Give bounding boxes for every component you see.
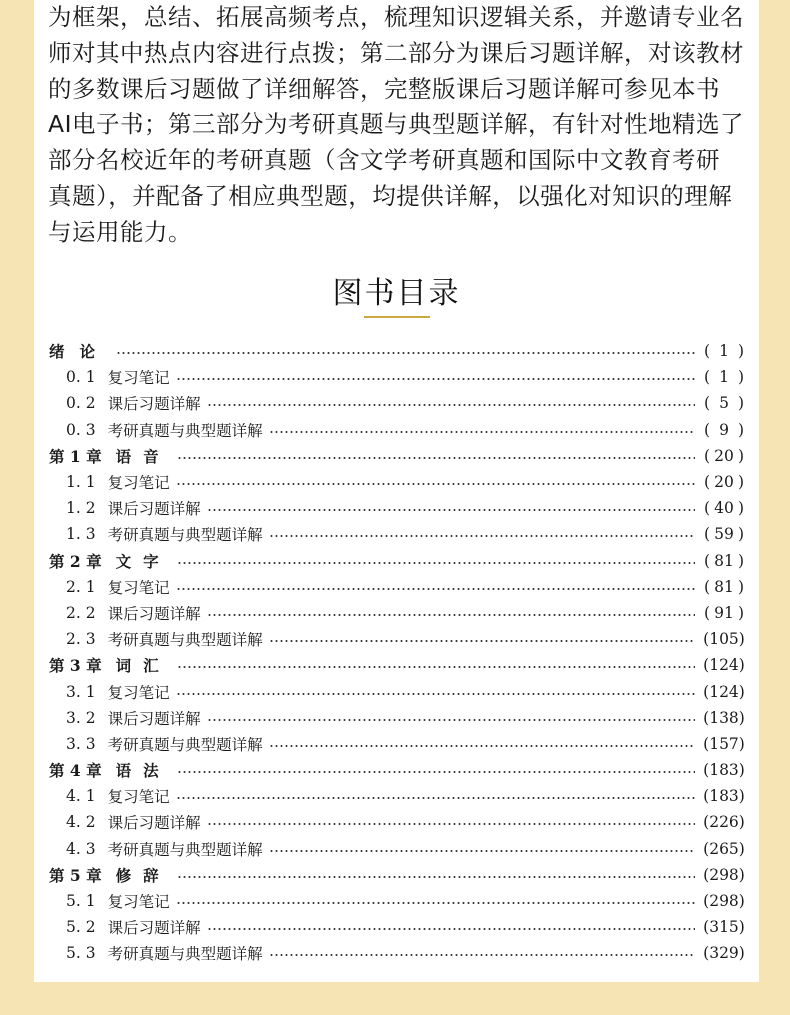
toc-section-row[interactable] — [49, 626, 747, 652]
toc-page-number: ( 9 ) — [703, 420, 745, 439]
page-value: 265 — [709, 839, 739, 858]
intro-line: 真题），并配备了相应典型题，均提供详解，以强化对知识的理解 — [48, 181, 733, 210]
toc-page-number: (298) — [703, 892, 745, 911]
page-value: 20 — [714, 446, 734, 465]
page-value: 138 — [709, 708, 739, 727]
toc-entry-label: 修辞 — [115, 865, 171, 885]
toc-entry-label: 复习笔记 — [107, 893, 170, 912]
toc-entry-number: 0. 2 — [66, 394, 96, 413]
dot-leader — [269, 640, 695, 642]
page-value: 105 — [709, 630, 739, 649]
toc-section-row[interactable] — [49, 364, 747, 390]
dot-leader — [269, 431, 695, 433]
toc-page-number: ( 59 ) — [703, 525, 745, 544]
dot-leader — [269, 745, 695, 747]
toc-entry-number: 3. 1 — [66, 682, 96, 701]
toc-page-number: (124) — [703, 682, 745, 701]
toc-page-number: ( 20 ) — [703, 473, 745, 492]
toc-entry-label: 复习笔记 — [107, 578, 170, 597]
dot-leader — [176, 483, 695, 485]
toc-entry-number: 1. 1 — [66, 473, 96, 492]
page-value: 124 — [709, 682, 739, 701]
dot-leader — [176, 588, 695, 590]
toc-page-number: (157) — [703, 734, 745, 753]
page-value: 59 — [714, 525, 734, 544]
page-value: 81 — [714, 577, 734, 596]
dot-leader — [176, 378, 695, 380]
dot-leader — [207, 509, 695, 511]
toc-page-number: (315) — [703, 918, 745, 937]
toc-page-number: (329) — [703, 944, 745, 963]
toc-page-number: (124) — [703, 656, 745, 675]
toc-page-number: (138) — [703, 708, 745, 727]
toc-entry-number: 2. 2 — [66, 603, 96, 622]
toc-section-row[interactable] — [49, 495, 747, 521]
toc-page-number: (183) — [703, 787, 745, 806]
toc-chapter-row[interactable] — [49, 652, 747, 678]
page-value: 91 — [714, 603, 734, 622]
page-value: 315 — [709, 918, 739, 937]
dot-leader — [269, 535, 695, 537]
toc-entry-number: 4. 3 — [66, 839, 96, 858]
page-value: 298 — [709, 892, 739, 911]
toc-entry-number: 第 5 章 — [49, 865, 102, 885]
page-value: 298 — [709, 865, 739, 884]
page-value: 1 — [719, 342, 729, 361]
toc-entry-number: 第 3 章 — [49, 656, 102, 676]
toc-page-number: ( 1 ) — [703, 368, 745, 387]
toc-entry-label: 课后习题详解 — [107, 919, 201, 938]
toc-section-row[interactable] — [49, 469, 747, 495]
toc-section-row[interactable] — [49, 940, 747, 966]
dot-leader — [269, 850, 695, 852]
toc-page-number: (183) — [703, 761, 745, 780]
page-value: 329 — [709, 944, 739, 963]
toc-section-row[interactable] — [49, 809, 747, 835]
toc-entry-label: 绪论 — [49, 342, 111, 362]
toc-entry-number: 3. 2 — [66, 708, 96, 727]
toc-chapter-row[interactable] — [49, 548, 747, 574]
dot-leader — [176, 902, 695, 904]
toc-entry-number: 0. 3 — [66, 420, 96, 439]
toc-entry-label: 复习笔记 — [107, 369, 170, 388]
dot-leader — [177, 876, 695, 878]
intro-line: 部分名校近年的考研真题（含文学考研真题和国际中文教育考研 — [48, 146, 720, 175]
dot-leader — [207, 719, 695, 721]
dot-leader — [176, 693, 695, 695]
toc-section-row[interactable] — [49, 521, 747, 547]
page-value: 5 — [719, 394, 729, 413]
dot-leader — [207, 404, 695, 406]
toc-entry-label: 课后习题详解 — [107, 395, 201, 414]
page-value: 183 — [709, 761, 739, 780]
intro-line: 的多数课后习题做了详细解答，完整版课后习题详解可参见本书 — [48, 74, 720, 103]
toc-entry-label: 考研真题与典型题详解 — [107, 421, 263, 440]
toc-entry-label: 复习笔记 — [107, 788, 170, 807]
dot-leader — [177, 666, 695, 668]
toc-entry-label: 课后习题详解 — [107, 814, 201, 833]
dot-leader — [177, 562, 695, 564]
toc-chapter-row[interactable] — [49, 757, 747, 783]
toc-entry-number: 第 2 章 — [49, 551, 102, 571]
toc-entry-label: 词汇 — [115, 656, 171, 676]
page-value: 81 — [714, 551, 734, 570]
toc-page-number: ( 40 ) — [703, 499, 745, 518]
toc-entry-number: 3. 3 — [66, 734, 96, 753]
toc-page-number: ( 81 ) — [703, 577, 745, 596]
table-of-contents — [49, 338, 747, 967]
toc-page-number: ( 81 ) — [703, 551, 745, 570]
toc-chapter-row[interactable] — [49, 443, 747, 469]
toc-entry-label: 语音 — [115, 446, 171, 466]
toc-title: 图书目录 — [332, 276, 461, 311]
toc-entry-number: 第 4 章 — [49, 761, 102, 781]
toc-entry-number: 5. 1 — [66, 892, 96, 911]
intro-line: AI电子书；第三部分为考研真题与典型题详解，有针对性地精选了 — [48, 110, 745, 139]
toc-entry-label: 复习笔记 — [107, 683, 170, 702]
toc-entry-number: 2. 3 — [66, 630, 96, 649]
toc-section-row[interactable] — [49, 390, 747, 416]
toc-entry-label: 课后习题详解 — [107, 709, 201, 728]
intro-line: 为框架，总结、拓展高频考点，梳理知识逻辑关系，并邀请专业名 — [48, 3, 744, 31]
toc-page-number: (105) — [703, 630, 745, 649]
toc-entry-label: 考研真题与典型题详解 — [107, 526, 263, 545]
toc-section-row[interactable] — [49, 914, 747, 940]
toc-entry-number: 1. 2 — [66, 499, 96, 518]
dot-leader — [207, 823, 695, 825]
toc-section-row[interactable] — [49, 417, 747, 443]
toc-section-row[interactable] — [49, 705, 747, 731]
dot-leader — [177, 457, 695, 459]
toc-entry-label: 考研真题与典型题详解 — [107, 631, 263, 650]
dot-leader — [269, 954, 695, 956]
toc-page-number: ( 91 ) — [703, 603, 745, 622]
toc-entry-number: 2. 1 — [66, 577, 96, 596]
intro-line: 师对其中热点内容进行点拨；第二部分为课后习题详解，对该教材 — [48, 38, 744, 67]
toc-entry-label: 文字 — [115, 551, 171, 571]
toc-chapter-row[interactable] — [49, 338, 747, 364]
toc-page-number: (298) — [703, 865, 745, 884]
dot-leader — [207, 614, 695, 616]
toc-entry-label: 考研真题与典型题详解 — [107, 945, 263, 964]
toc-section-row[interactable] — [49, 888, 747, 914]
page-value: 9 — [719, 420, 729, 439]
toc-page-number: ( 1 ) — [703, 342, 745, 361]
toc-entry-number: 4. 2 — [66, 813, 96, 832]
toc-section-row[interactable] — [49, 678, 747, 704]
toc-entry-label: 课后习题详解 — [107, 500, 201, 519]
page-value: 124 — [709, 656, 739, 675]
toc-entry-number: 5. 2 — [66, 918, 96, 937]
toc-entry-number: 1. 3 — [66, 525, 96, 544]
toc-page-number: (226) — [703, 813, 745, 832]
page-value: 1 — [719, 368, 729, 387]
toc-page-number: (265) — [703, 839, 745, 858]
toc-entry-label: 考研真题与典型题详解 — [107, 735, 263, 754]
toc-section-row[interactable] — [49, 836, 747, 862]
title-underline — [364, 316, 430, 318]
toc-section-row[interactable] — [49, 783, 747, 809]
toc-entry-label: 复习笔记 — [107, 474, 170, 493]
toc-section-row[interactable] — [49, 600, 747, 626]
intro-line: 与运用能力。 — [48, 217, 192, 246]
toc-section-row[interactable] — [49, 574, 747, 600]
page-value: 226 — [709, 813, 739, 832]
dot-leader — [176, 797, 695, 799]
toc-entry-number: 4. 1 — [66, 787, 96, 806]
content-card — [34, 0, 759, 982]
page-value: 20 — [714, 473, 734, 492]
toc-section-row[interactable] — [49, 731, 747, 757]
toc-page-number: ( 5 ) — [703, 394, 745, 413]
page-value: 183 — [709, 787, 739, 806]
toc-entry-number: 第 1 章 — [49, 446, 102, 466]
dot-leader — [207, 928, 695, 930]
dot-leader — [177, 771, 695, 773]
intro-paragraph — [48, 0, 748, 251]
dot-leader — [116, 352, 695, 354]
page-value: 157 — [709, 734, 739, 753]
toc-entry-label: 课后习题详解 — [107, 604, 201, 623]
page-value: 40 — [714, 499, 734, 518]
toc-page-number: ( 20 ) — [703, 446, 745, 465]
toc-entry-number: 5. 3 — [66, 944, 96, 963]
toc-chapter-row[interactable] — [49, 862, 747, 888]
toc-entry-number: 0. 1 — [66, 368, 96, 387]
toc-entry-label: 语法 — [115, 761, 171, 781]
toc-entry-label: 考研真题与典型题详解 — [107, 840, 263, 859]
